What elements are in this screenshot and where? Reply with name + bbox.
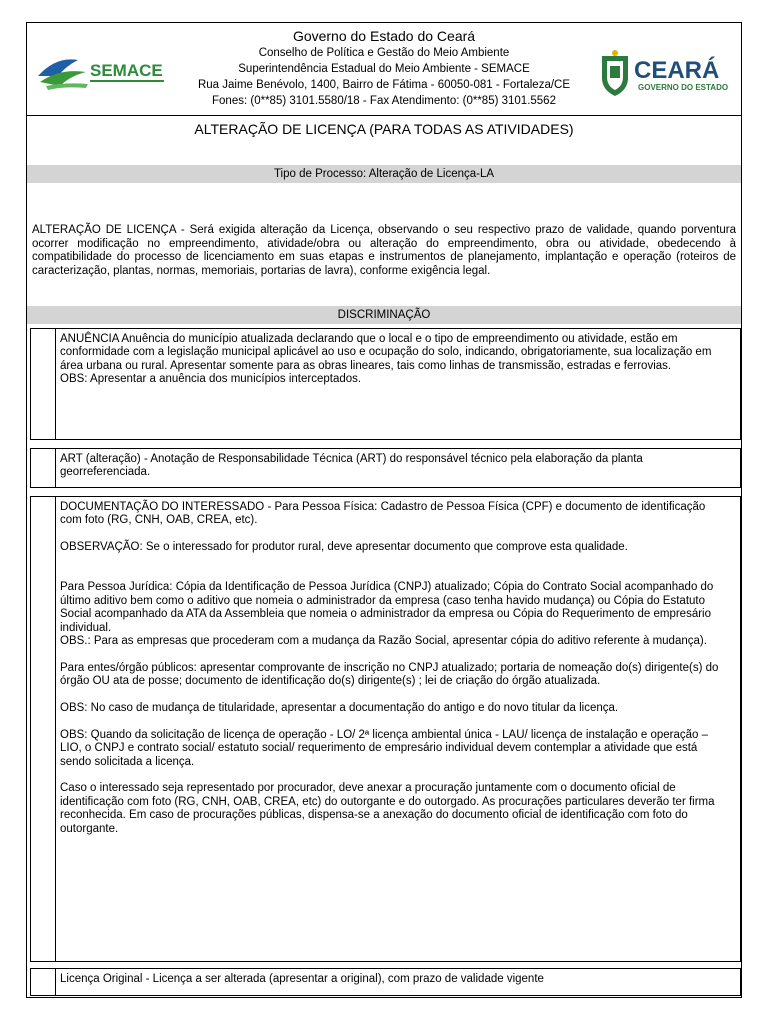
licenca-original-text: Licença Original - Licença a ser alterada (apresentar a original), com prazo de validade vigente: [60, 973, 544, 985]
item-art: [30, 448, 741, 488]
documentacao-razao-social: OBS.: Para as empresas que procederam com a mudança da Razão Social, apresentar cópia do aditivo referente à mudança).: [60, 635, 707, 648]
ceara-government-logo: [598, 48, 743, 100]
svg-text:SEMACE: SEMACE: [90, 61, 163, 80]
header-agency: Superintendência Estadual do Meio Ambiente - SEMACE: [238, 63, 530, 75]
art-text: ART (alteração) - Anotação de Responsabilidade Técnica (ART) do responsável técnico pela elaboração da planta georreferenciada.: [60, 453, 643, 479]
documentacao-produtor-rural: OBSERVAÇÃO: Se o interessado for produtor rural, deve apresentar documento que comprove esta qualidade.: [60, 541, 628, 554]
item-documentacao: [30, 496, 741, 962]
discrimination-header: DISCRIMINAÇÃO: [27, 306, 741, 324]
documentacao-entes-publicos: Para entes/órgão públicos: apresentar comprovante de inscrição no CNPJ atualizado; portaria de nomeação do(s) dirigente(s) do órgão OU ata de posse; documento de identificação do(s) dirigente(s) ; lei de criação do órgão atualizada.: [60, 661, 719, 688]
process-type-bar: Tipo de Processo: Alteração de Licença-LA: [27, 165, 741, 183]
documentacao-lo-lau-lio: OBS: Quando da solicitação de licença de operação - LO/ 2ª licença ambiental única - LAU/ licença de instalação e operação – LIO, o CNPJ e contrato social/ estatuto social/ requerimento de empresário individual devem contemplar a atividade que está sendo solicitada a licença.: [60, 728, 709, 768]
documentacao-pj: Para Pessoa Jurídica: Cópia da Identificação de Pessoa Jurídica (CNPJ) atualizado; Cópia do Contrato Social acompanhado do último aditivo bem como o aditivo que nomeia o administrador da empresa (caso tenha havido mudança) ou Cópia do Estatuto Social acompanhado da ATA da Assembleia que nomeia o administrador da empresa ou Cópia do Requerimento de empresário individual.: [60, 581, 714, 634]
item-anuencia: [30, 328, 741, 440]
anuencia-obs: OBS: Apresentar a anuência dos municípios interceptados.: [60, 373, 362, 386]
document-header: [26, 22, 742, 116]
header-title: Governo do Estado do Ceará: [292, 28, 476, 44]
documentacao-procurador: Caso o interessado seja representado por procurador, deve anexar a procuração juntamente com o documento oficial de identificação com foto (RG, CNH, OAB, CREA, etc) do outorgante e do outorgado. As procurações particulares deverão ter firma reconhecida. Em caso de procurações públicas, dispensa-se a anexação do documento oficial de identificação com foto do outorgante.: [60, 782, 715, 835]
item-anuencia-content: [55, 329, 740, 439]
documentacao-pf: DOCUMENTAÇÃO DO INTERESSADO - Para Pessoa Física: Cadastro de Pessoa Física (CPF) e documento de identificação com foto (RG, CNH, OAB, CREA, etc).: [60, 501, 706, 527]
item-documentacao-content: [55, 497, 740, 961]
documentacao-titularidade: OBS: No caso de mudança de titularidade, apresentar a documentação do antigo e do novo titular da licença.: [60, 702, 619, 715]
header-address: Rua Jaime Benévolo, 1400, Bairro de Fátima - 60050-081 - Fortaleza/CE: [197, 79, 571, 91]
document-title: ALTERAÇÃO DE LICENÇA (PARA TODAS AS ATIVIDADES): [194, 121, 574, 137]
item-art-content: [55, 449, 740, 487]
intro-paragraph: ALTERAÇÃO DE LICENÇA - Será exigida alteração da Licença, observando o seu respectivo prazo de validade, quando porventura ocorrer modificação no empreendimento, atividade/obra ou alteração do empreendimento, obra ou atividade, obedecendo à compatibilidade do processo de licenciamento em suas etapas e instrumentos de planejamento, implantação e operação (roteiros de caracterização, plantas, normas, memoriais, portarias de lavra), conforme exigência legal.: [32, 224, 736, 277]
header-phones: Fones: (0**85) 3101.5580/18 - Fax Atendimento: (0**85) 3101.5562: [212, 95, 556, 107]
svg-text:GOVERNO DO ESTADO: GOVERNO DO ESTADO: [638, 83, 729, 92]
item-licenca-original-content: [55, 969, 740, 995]
item-licenca-original: [30, 968, 741, 996]
header-council: Conselho de Política e Gestão do Meio Ambiente: [258, 47, 510, 59]
anuencia-text: ANUÊNCIA Anuência do município atualizada declarando que o local e o tipo de empreendimento ou atividade, estão em conformidade com a legislação municipal aplicável ao uso e ocupação do solo, indicando, obrigatoriamente, sua localização em área urbana ou rural. Apresentar somente para as obras lineares, tais como linhas de transmissão, estradas e ferrovias.: [60, 333, 712, 372]
svg-text:CEARÁ: CEARÁ: [634, 57, 720, 84]
